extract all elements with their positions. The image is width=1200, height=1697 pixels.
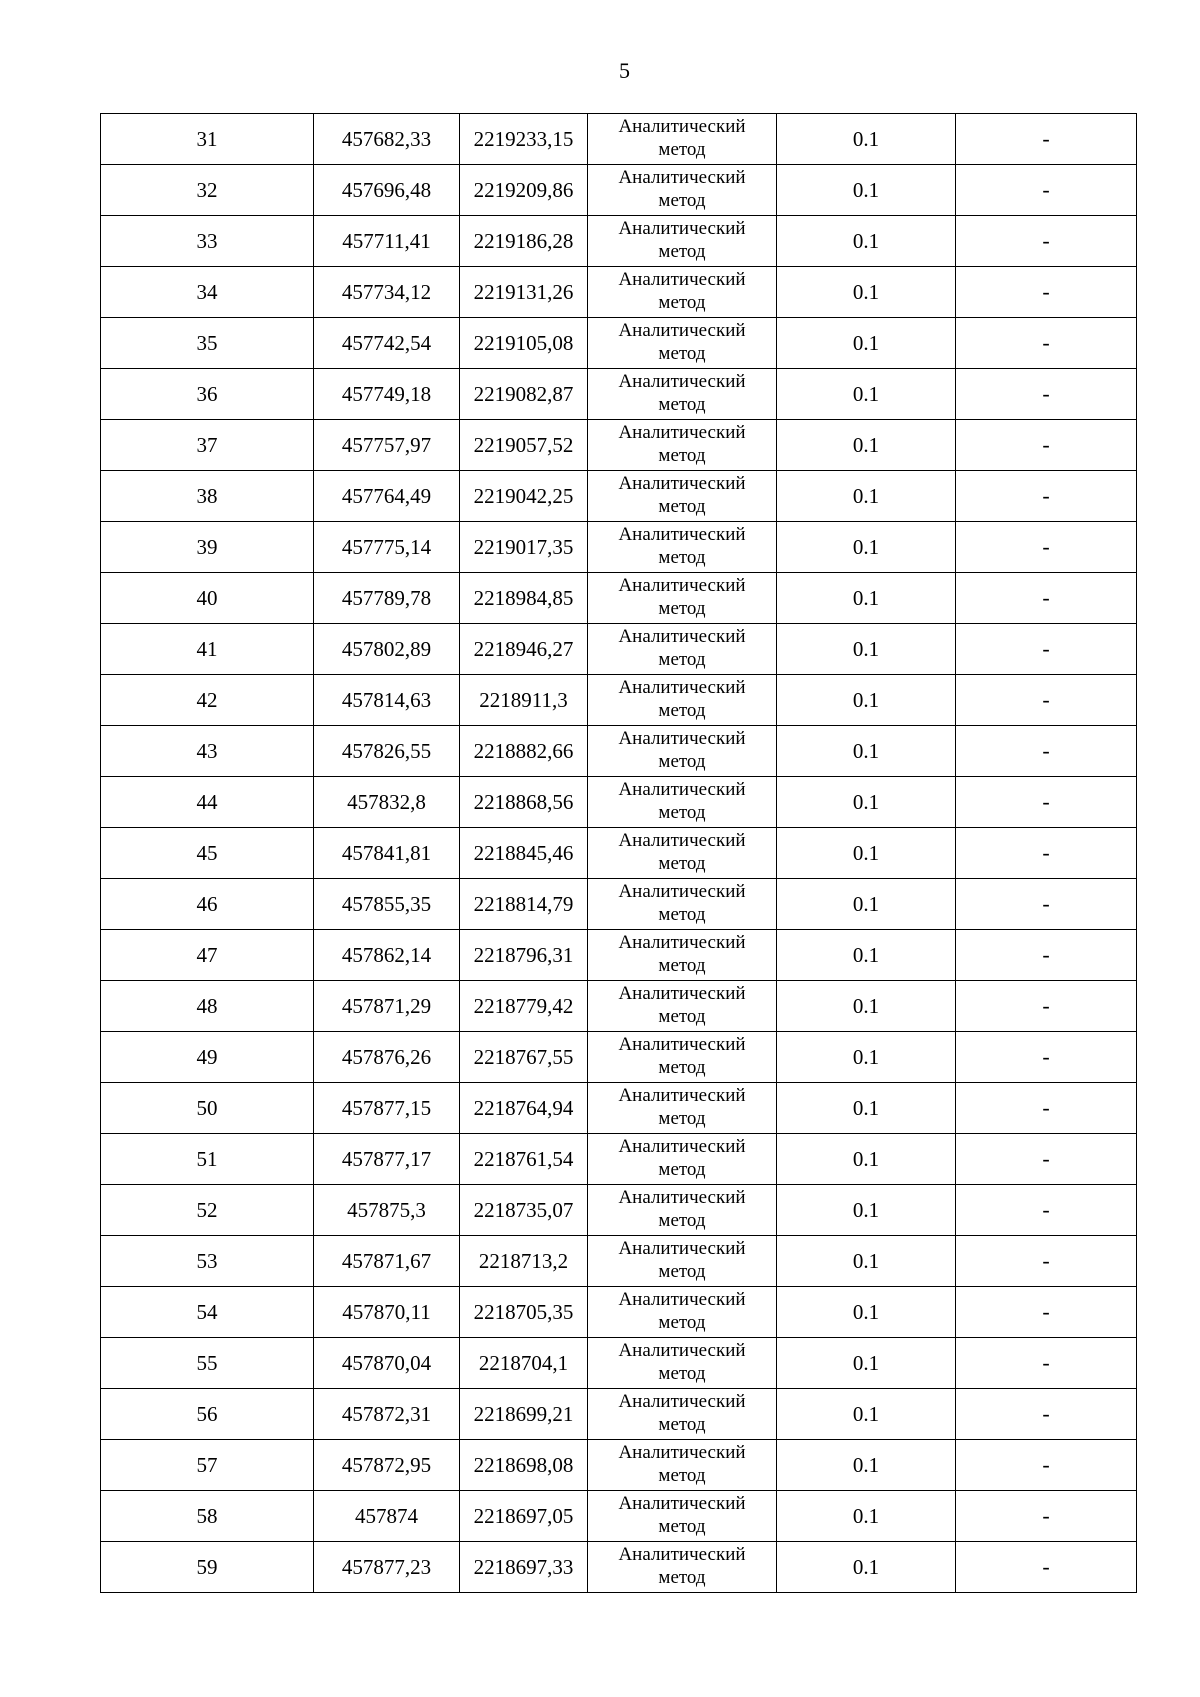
- method-line-2: метод: [658, 750, 706, 772]
- method-line-2: метод: [658, 801, 706, 823]
- point-number-cell: 35: [101, 318, 314, 369]
- method-line-1: Аналитический: [618, 1390, 746, 1412]
- method-line-2: метод: [658, 1566, 706, 1588]
- accuracy-cell: 0.1: [777, 471, 956, 522]
- point-number-cell: 32: [101, 165, 314, 216]
- method-line-2: метод: [658, 903, 706, 925]
- point-number-cell: 58: [101, 1491, 314, 1542]
- point-number-cell: 33: [101, 216, 314, 267]
- method-line-2: метод: [658, 852, 706, 874]
- x-coordinate-cell: 457871,29: [314, 981, 460, 1032]
- y-coordinate-cell: 2218735,07: [460, 1185, 588, 1236]
- note-cell: -: [956, 726, 1137, 777]
- table-row: [101, 1236, 1137, 1287]
- accuracy-cell: 0.1: [777, 1287, 956, 1338]
- method-cell: [588, 471, 777, 522]
- accuracy-cell: 0.1: [777, 777, 956, 828]
- method-cell: [588, 879, 777, 930]
- note-cell: -: [956, 1287, 1137, 1338]
- table-row: [101, 420, 1137, 471]
- x-coordinate-cell: 457826,55: [314, 726, 460, 777]
- x-coordinate-cell: 457711,41: [314, 216, 460, 267]
- x-coordinate-cell: 457874: [314, 1491, 460, 1542]
- y-coordinate-cell: 2218868,56: [460, 777, 588, 828]
- table-row: [101, 1185, 1137, 1236]
- x-coordinate-cell: 457749,18: [314, 369, 460, 420]
- method-line-1: Аналитический: [618, 676, 746, 698]
- method-cell: [588, 165, 777, 216]
- method-line-2: метод: [658, 1413, 706, 1435]
- note-cell: -: [956, 930, 1137, 981]
- accuracy-cell: 0.1: [777, 930, 956, 981]
- point-number-cell: 48: [101, 981, 314, 1032]
- note-cell: -: [956, 420, 1137, 471]
- accuracy-cell: 0.1: [777, 420, 956, 471]
- y-coordinate-cell: 2218911,3: [460, 675, 588, 726]
- accuracy-cell: 0.1: [777, 114, 956, 165]
- accuracy-cell: 0.1: [777, 879, 956, 930]
- point-number-cell: 59: [101, 1542, 314, 1593]
- table-row: [101, 981, 1137, 1032]
- table-row: [101, 216, 1137, 267]
- method-line-2: метод: [658, 393, 706, 415]
- point-number-cell: 51: [101, 1134, 314, 1185]
- method-line-1: Аналитический: [618, 472, 746, 494]
- point-number-cell: 57: [101, 1440, 314, 1491]
- method-line-1: Аналитический: [618, 1543, 746, 1565]
- table-row: [101, 1440, 1137, 1491]
- table-row: [101, 1338, 1137, 1389]
- method-line-2: метод: [658, 546, 706, 568]
- accuracy-cell: 0.1: [777, 318, 956, 369]
- y-coordinate-cell: 2218704,1: [460, 1338, 588, 1389]
- table-row: [101, 369, 1137, 420]
- method-cell: [588, 318, 777, 369]
- accuracy-cell: 0.1: [777, 1542, 956, 1593]
- x-coordinate-cell: 457877,17: [314, 1134, 460, 1185]
- method-cell: [588, 522, 777, 573]
- y-coordinate-cell: 2218882,66: [460, 726, 588, 777]
- note-cell: -: [956, 267, 1137, 318]
- note-cell: -: [956, 1338, 1137, 1389]
- point-number-cell: 39: [101, 522, 314, 573]
- method-line-2: метод: [658, 1515, 706, 1537]
- method-line-2: метод: [658, 1464, 706, 1486]
- y-coordinate-cell: 2219186,28: [460, 216, 588, 267]
- table-row: [101, 1083, 1137, 1134]
- method-line-1: Аналитический: [618, 1492, 746, 1514]
- method-line-1: Аналитический: [618, 268, 746, 290]
- point-number-cell: 46: [101, 879, 314, 930]
- x-coordinate-cell: 457775,14: [314, 522, 460, 573]
- x-coordinate-cell: 457855,35: [314, 879, 460, 930]
- y-coordinate-cell: 2219057,52: [460, 420, 588, 471]
- accuracy-cell: 0.1: [777, 522, 956, 573]
- y-coordinate-cell: 2218946,27: [460, 624, 588, 675]
- y-coordinate-cell: 2218814,79: [460, 879, 588, 930]
- x-coordinate-cell: 457877,15: [314, 1083, 460, 1134]
- point-number-cell: 54: [101, 1287, 314, 1338]
- point-number-cell: 49: [101, 1032, 314, 1083]
- method-line-2: метод: [658, 699, 706, 721]
- note-cell: -: [956, 114, 1137, 165]
- table-body: [101, 114, 1137, 1593]
- method-line-1: Аналитический: [618, 217, 746, 239]
- method-line-1: Аналитический: [618, 931, 746, 953]
- method-line-1: Аналитический: [618, 1186, 746, 1208]
- x-coordinate-cell: 457789,78: [314, 573, 460, 624]
- x-coordinate-cell: 457734,12: [314, 267, 460, 318]
- x-coordinate-cell: 457696,48: [314, 165, 460, 216]
- table-row: [101, 1389, 1137, 1440]
- note-cell: -: [956, 777, 1137, 828]
- accuracy-cell: 0.1: [777, 369, 956, 420]
- method-line-2: метод: [658, 1158, 706, 1180]
- table-row: [101, 879, 1137, 930]
- note-cell: -: [956, 369, 1137, 420]
- method-cell: [588, 675, 777, 726]
- y-coordinate-cell: 2218699,21: [460, 1389, 588, 1440]
- point-number-cell: 38: [101, 471, 314, 522]
- method-line-1: Аналитический: [618, 1339, 746, 1361]
- method-cell: [588, 267, 777, 318]
- y-coordinate-cell: 2218713,2: [460, 1236, 588, 1287]
- page-number: 5: [619, 58, 630, 83]
- method-line-1: Аналитический: [618, 574, 746, 596]
- y-coordinate-cell: 2219131,26: [460, 267, 588, 318]
- method-line-1: Аналитический: [618, 778, 746, 800]
- method-line-2: метод: [658, 444, 706, 466]
- method-line-1: Аналитический: [618, 625, 746, 647]
- method-line-2: метод: [658, 291, 706, 313]
- x-coordinate-cell: 457875,3: [314, 1185, 460, 1236]
- accuracy-cell: 0.1: [777, 1083, 956, 1134]
- point-number-cell: 55: [101, 1338, 314, 1389]
- point-number-cell: 31: [101, 114, 314, 165]
- y-coordinate-cell: 2219042,25: [460, 471, 588, 522]
- x-coordinate-cell: 457841,81: [314, 828, 460, 879]
- accuracy-cell: 0.1: [777, 1491, 956, 1542]
- note-cell: -: [956, 471, 1137, 522]
- table-row: [101, 675, 1137, 726]
- method-line-2: метод: [658, 597, 706, 619]
- y-coordinate-cell: 2219017,35: [460, 522, 588, 573]
- note-cell: -: [956, 624, 1137, 675]
- method-line-2: метод: [658, 495, 706, 517]
- x-coordinate-cell: 457764,49: [314, 471, 460, 522]
- method-cell: [588, 114, 777, 165]
- y-coordinate-cell: 2218697,05: [460, 1491, 588, 1542]
- method-line-1: Аналитический: [618, 1288, 746, 1310]
- point-number-cell: 34: [101, 267, 314, 318]
- method-line-1: Аналитический: [618, 115, 746, 137]
- y-coordinate-cell: 2218761,54: [460, 1134, 588, 1185]
- note-cell: -: [956, 165, 1137, 216]
- table-row: [101, 777, 1137, 828]
- accuracy-cell: 0.1: [777, 624, 956, 675]
- table-row: [101, 1032, 1137, 1083]
- table-row: [101, 573, 1137, 624]
- note-cell: -: [956, 879, 1137, 930]
- method-line-1: Аналитический: [618, 1033, 746, 1055]
- method-cell: [588, 1389, 777, 1440]
- table-row: [101, 726, 1137, 777]
- point-number-cell: 44: [101, 777, 314, 828]
- method-cell: [588, 1542, 777, 1593]
- note-cell: -: [956, 828, 1137, 879]
- method-line-2: метод: [658, 240, 706, 262]
- point-number-cell: 37: [101, 420, 314, 471]
- y-coordinate-cell: 2218697,33: [460, 1542, 588, 1593]
- accuracy-cell: 0.1: [777, 1440, 956, 1491]
- y-coordinate-cell: 2218984,85: [460, 573, 588, 624]
- table-row: [101, 1134, 1137, 1185]
- method-cell: [588, 1134, 777, 1185]
- x-coordinate-cell: 457682,33: [314, 114, 460, 165]
- method-cell: [588, 1491, 777, 1542]
- method-line-1: Аналитический: [618, 319, 746, 341]
- y-coordinate-cell: 2219209,86: [460, 165, 588, 216]
- x-coordinate-cell: 457872,95: [314, 1440, 460, 1491]
- method-line-1: Аналитический: [618, 166, 746, 188]
- method-cell: [588, 1338, 777, 1389]
- method-cell: [588, 726, 777, 777]
- note-cell: -: [956, 522, 1137, 573]
- table-row: [101, 1542, 1137, 1593]
- point-number-cell: 40: [101, 573, 314, 624]
- method-cell: [588, 777, 777, 828]
- x-coordinate-cell: 457877,23: [314, 1542, 460, 1593]
- accuracy-cell: 0.1: [777, 1338, 956, 1389]
- method-cell: [588, 1287, 777, 1338]
- table-row: [101, 522, 1137, 573]
- x-coordinate-cell: 457871,67: [314, 1236, 460, 1287]
- point-number-cell: 41: [101, 624, 314, 675]
- y-coordinate-cell: 2218779,42: [460, 981, 588, 1032]
- note-cell: -: [956, 675, 1137, 726]
- accuracy-cell: 0.1: [777, 573, 956, 624]
- method-cell: [588, 1236, 777, 1287]
- table-row: [101, 267, 1137, 318]
- accuracy-cell: 0.1: [777, 165, 956, 216]
- method-line-2: метод: [658, 138, 706, 160]
- point-number-cell: 45: [101, 828, 314, 879]
- table-row: [101, 114, 1137, 165]
- note-cell: -: [956, 1032, 1137, 1083]
- note-cell: -: [956, 1440, 1137, 1491]
- note-cell: -: [956, 318, 1137, 369]
- x-coordinate-cell: 457862,14: [314, 930, 460, 981]
- y-coordinate-cell: 2219105,08: [460, 318, 588, 369]
- note-cell: -: [956, 1236, 1137, 1287]
- y-coordinate-cell: 2219082,87: [460, 369, 588, 420]
- table-row: [101, 1287, 1137, 1338]
- method-line-1: Аналитический: [618, 1084, 746, 1106]
- x-coordinate-cell: 457742,54: [314, 318, 460, 369]
- accuracy-cell: 0.1: [777, 1032, 956, 1083]
- y-coordinate-cell: 2218767,55: [460, 1032, 588, 1083]
- method-line-2: метод: [658, 1209, 706, 1231]
- x-coordinate-cell: 457872,31: [314, 1389, 460, 1440]
- point-number-cell: 36: [101, 369, 314, 420]
- x-coordinate-cell: 457870,04: [314, 1338, 460, 1389]
- note-cell: -: [956, 1083, 1137, 1134]
- method-line-2: метод: [658, 189, 706, 211]
- method-cell: [588, 1083, 777, 1134]
- method-cell: [588, 420, 777, 471]
- y-coordinate-cell: 2218796,31: [460, 930, 588, 981]
- note-cell: -: [956, 1134, 1137, 1185]
- method-line-1: Аналитический: [618, 880, 746, 902]
- accuracy-cell: 0.1: [777, 1389, 956, 1440]
- table-row: [101, 318, 1137, 369]
- method-line-1: Аналитический: [618, 1135, 746, 1157]
- x-coordinate-cell: 457832,8: [314, 777, 460, 828]
- method-line-2: метод: [658, 1311, 706, 1333]
- y-coordinate-cell: 2218764,94: [460, 1083, 588, 1134]
- accuracy-cell: 0.1: [777, 675, 956, 726]
- method-line-1: Аналитический: [618, 982, 746, 1004]
- method-cell: [588, 369, 777, 420]
- point-number-cell: 56: [101, 1389, 314, 1440]
- method-line-2: метод: [658, 1107, 706, 1129]
- method-line-1: Аналитический: [618, 829, 746, 851]
- method-line-1: Аналитический: [618, 727, 746, 749]
- x-coordinate-cell: 457802,89: [314, 624, 460, 675]
- table-row: [101, 624, 1137, 675]
- note-cell: -: [956, 1491, 1137, 1542]
- accuracy-cell: 0.1: [777, 1185, 956, 1236]
- accuracy-cell: 0.1: [777, 216, 956, 267]
- table-row: [101, 828, 1137, 879]
- table-row: [101, 471, 1137, 522]
- point-number-cell: 52: [101, 1185, 314, 1236]
- method-cell: [588, 624, 777, 675]
- note-cell: -: [956, 1389, 1137, 1440]
- point-number-cell: 47: [101, 930, 314, 981]
- note-cell: -: [956, 573, 1137, 624]
- method-line-2: метод: [658, 648, 706, 670]
- coordinates-table: [100, 113, 1137, 1593]
- method-cell: [588, 1185, 777, 1236]
- y-coordinate-cell: 2218845,46: [460, 828, 588, 879]
- method-cell: [588, 828, 777, 879]
- accuracy-cell: 0.1: [777, 726, 956, 777]
- method-cell: [588, 930, 777, 981]
- method-cell: [588, 981, 777, 1032]
- method-cell: [588, 216, 777, 267]
- y-coordinate-cell: 2218705,35: [460, 1287, 588, 1338]
- method-line-1: Аналитический: [618, 421, 746, 443]
- note-cell: -: [956, 1542, 1137, 1593]
- method-line-2: метод: [658, 1005, 706, 1027]
- point-number-cell: 53: [101, 1236, 314, 1287]
- method-line-2: метод: [658, 1362, 706, 1384]
- y-coordinate-cell: 2219233,15: [460, 114, 588, 165]
- point-number-cell: 42: [101, 675, 314, 726]
- method-line-2: метод: [658, 342, 706, 364]
- note-cell: -: [956, 216, 1137, 267]
- note-cell: -: [956, 981, 1137, 1032]
- method-line-2: метод: [658, 1056, 706, 1078]
- accuracy-cell: 0.1: [777, 1236, 956, 1287]
- method-line-1: Аналитический: [618, 370, 746, 392]
- x-coordinate-cell: 457757,97: [314, 420, 460, 471]
- table-row: [101, 1491, 1137, 1542]
- y-coordinate-cell: 2218698,08: [460, 1440, 588, 1491]
- accuracy-cell: 0.1: [777, 267, 956, 318]
- point-number-cell: 50: [101, 1083, 314, 1134]
- method-line-1: Аналитический: [618, 1441, 746, 1463]
- x-coordinate-cell: 457814,63: [314, 675, 460, 726]
- method-line-2: метод: [658, 1260, 706, 1282]
- x-coordinate-cell: 457870,11: [314, 1287, 460, 1338]
- point-number-cell: 43: [101, 726, 314, 777]
- x-coordinate-cell: 457876,26: [314, 1032, 460, 1083]
- method-line-1: Аналитический: [618, 523, 746, 545]
- method-cell: [588, 573, 777, 624]
- table-row: [101, 930, 1137, 981]
- method-cell: [588, 1032, 777, 1083]
- method-line-2: метод: [658, 954, 706, 976]
- accuracy-cell: 0.1: [777, 828, 956, 879]
- method-cell: [588, 1440, 777, 1491]
- accuracy-cell: 0.1: [777, 1134, 956, 1185]
- table-row: [101, 165, 1137, 216]
- note-cell: -: [956, 1185, 1137, 1236]
- method-line-1: Аналитический: [618, 1237, 746, 1259]
- accuracy-cell: 0.1: [777, 981, 956, 1032]
